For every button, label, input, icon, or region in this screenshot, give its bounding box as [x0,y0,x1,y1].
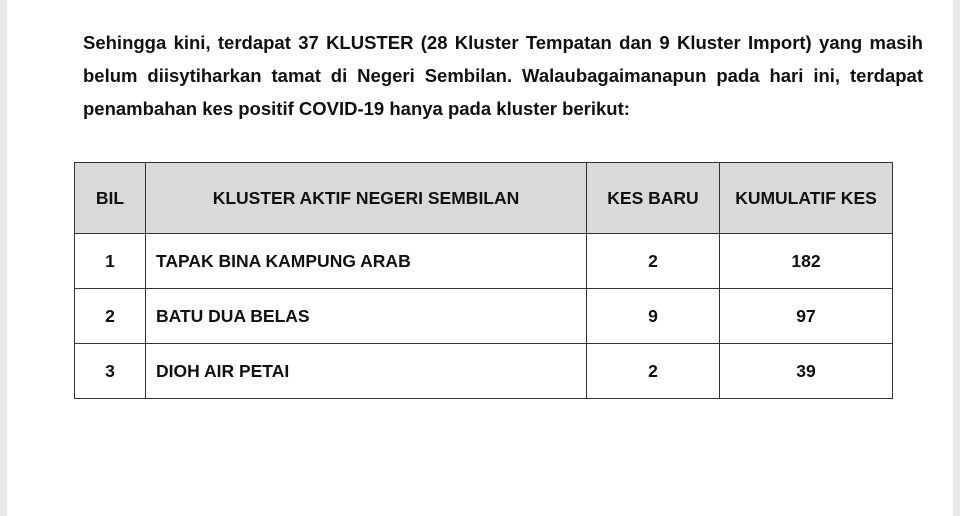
row-cumulative: 39 [720,344,893,399]
table-row [75,344,893,399]
table-header-row [75,163,893,234]
row-cluster-name: BATU DUA BELAS [146,289,587,344]
row-cluster-name: TAPAK BINA KAMPUNG ARAB [146,234,587,289]
header-cluster: KLUSTER AKTIF NEGERI SEMBILAN [146,163,587,234]
row-new-cases: 2 [587,234,720,289]
table-row [75,234,893,289]
cluster-table [74,162,893,399]
row-bil: 1 [75,234,146,289]
table-row [75,289,893,344]
row-new-cases: 9 [587,289,720,344]
document-page [7,0,953,516]
row-cluster-name: DIOH AIR PETAI [146,344,587,399]
header-new-cases: KES BARU [587,163,720,234]
header-cumulative: KUMULATIF KES [720,163,893,234]
row-bil: 2 [75,289,146,344]
row-bil: 3 [75,344,146,399]
row-new-cases: 2 [587,344,720,399]
row-cumulative: 97 [720,289,893,344]
row-cumulative: 182 [720,234,893,289]
header-bil: BIL [75,163,146,234]
intro-paragraph: Sehingga kini, terdapat 37 KLUSTER (28 Kluster Tempatan dan 9 Kluster Import) yang masih belum diisytiharkan tamat di Negeri Sembilan. Walaubagaimanapun pada hari ini, terdapat penambahan kes positif COVID-19 hanya pada kluster berikut: [83,32,923,119]
